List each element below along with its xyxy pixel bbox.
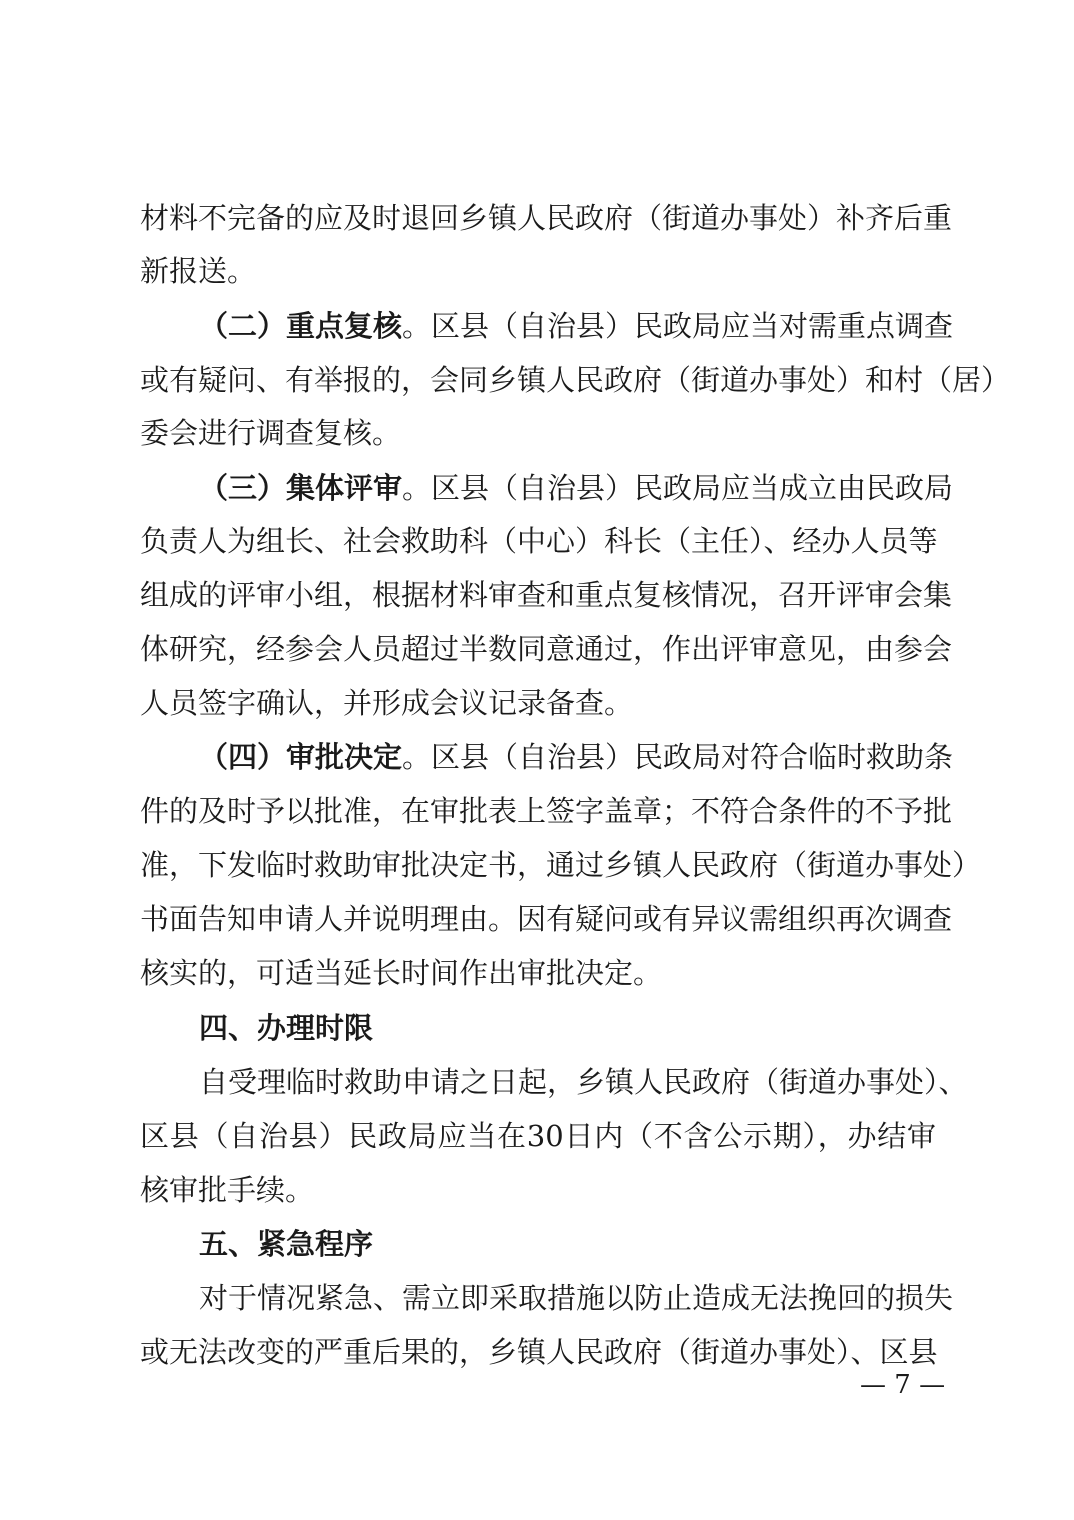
- body-text-line: [0, 1108, 1074, 1164]
- body-text-line: [0, 567, 1074, 623]
- subsection-title: （二）重点复核: [199, 309, 403, 343]
- body-text-line: [0, 1054, 1074, 1110]
- text-run: （二）重点复核。区县（自治县）民政局应当对需重点调查: [199, 309, 954, 343]
- text-run: 负责人为组长、社会救助科（中心）科长（主任）、经办人员等: [140, 524, 938, 558]
- text-run: （三）集体评审。区县（自治县）民政局应当成立由民政局: [199, 471, 954, 505]
- text-run: 准，下发临时救助审批决定书，通过乡镇人民政府（街道办事处）: [140, 848, 982, 882]
- body-text-line: [0, 783, 1074, 839]
- text-run: 或有疑问、有举报的，会同乡镇人民政府（街道办事处）和村（居）: [140, 363, 1011, 397]
- text-run: 件的及时予以批准，在审批表上签字盖章；不符合条件的不予批: [140, 794, 953, 828]
- body-text-line: [0, 1270, 1074, 1326]
- page-number: — 7 —: [860, 1370, 946, 1400]
- body-text-line: [0, 891, 1074, 947]
- text-run: 体研究，经参会人员超过半数同意通过，作出评审意见，由参会: [140, 632, 953, 666]
- subsection-title: （三）集体评审: [199, 471, 403, 505]
- body-text-line: [0, 405, 1074, 461]
- text-run: 区县（自治县）民政局应当在30日内（不含公示期），办结审: [140, 1119, 936, 1153]
- text-run: （四）审批决定。区县（自治县）民政局对符合临时救助条: [199, 740, 954, 774]
- text-run: 对于情况紧急、需立即采取措施以防止造成无法挽回的损失: [199, 1281, 954, 1315]
- text-run: 材料不完备的应及时退回乡镇人民政府（街道办事处）补齐后重: [140, 201, 953, 235]
- text-run: 或无法改变的严重后果的，乡镇人民政府（街道办事处）、区县: [140, 1335, 938, 1369]
- subsection-title: （四）审批决定: [199, 740, 403, 774]
- text-run: 核实的，可适当延长时间作出审批决定。: [140, 956, 663, 990]
- subsection-paragraph-start: [0, 460, 1074, 516]
- section-heading: [0, 1216, 1074, 1272]
- body-text-line: [0, 513, 1074, 569]
- text-run: 书面告知申请人并说明理由。因有疑问或有异议需组织再次调查: [140, 902, 953, 936]
- text-run: 核审批手续。: [140, 1173, 315, 1207]
- section-heading-text: 四、办理时限: [199, 1011, 374, 1045]
- subsection-paragraph-start: [0, 729, 1074, 785]
- text-run: 人员签字确认，并形成会议记录备查。: [140, 686, 634, 720]
- body-text-line: [0, 1162, 1074, 1218]
- text-run: 委会进行调查复核。: [140, 416, 402, 450]
- section-heading-text: 五、紧急程序: [199, 1227, 374, 1261]
- body-text-line: [0, 945, 1074, 1001]
- body-text-line: [0, 243, 1074, 299]
- body-text-line: [0, 675, 1074, 731]
- section-heading: [0, 1000, 1074, 1056]
- body-text-line: [0, 190, 1074, 246]
- text-run: 组成的评审小组，根据材料审查和重点复核情况，召开评审会集: [140, 578, 953, 612]
- body-text-line: [0, 621, 1074, 677]
- subsection-paragraph-start: [0, 298, 1074, 354]
- text-run: 自受理临时救助申请之日起，乡镇人民政府（街道办事处）、: [199, 1065, 968, 1099]
- body-text-line: [0, 352, 1074, 408]
- text-run: 新报送。: [140, 254, 257, 288]
- body-text-line: [0, 837, 1074, 893]
